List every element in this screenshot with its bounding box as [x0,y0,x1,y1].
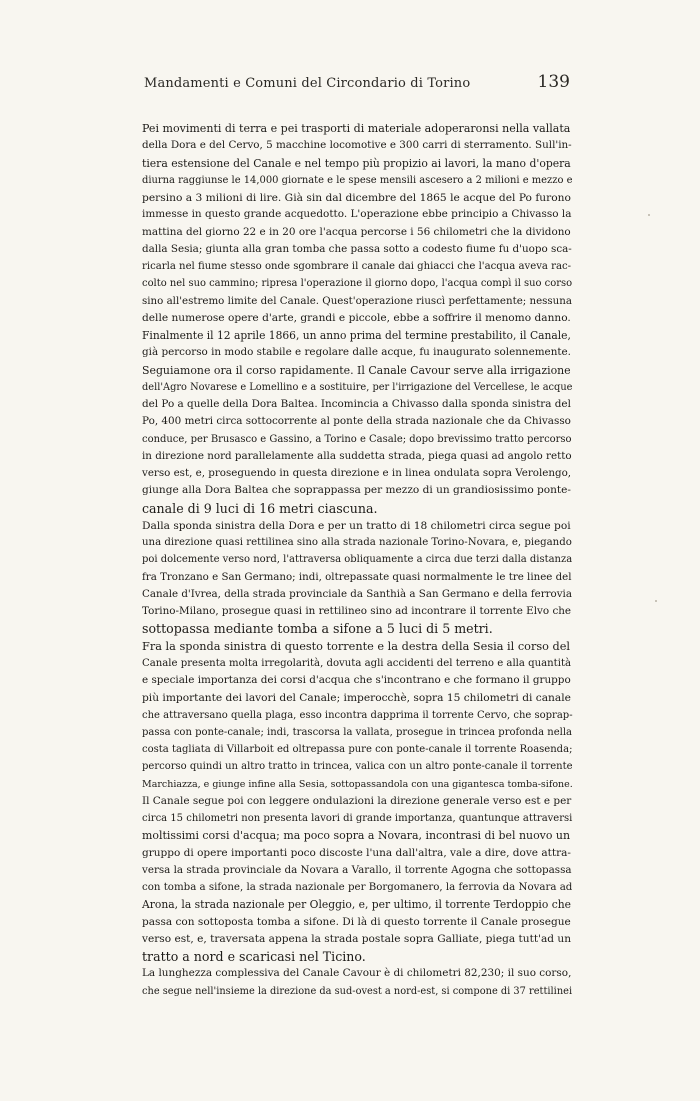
text-line: immesse in questo grande acquedotto. L'operazione ebbe principio a Chivasso la [142,208,572,221]
text-line: Po, 400 metri circa sottocorrente al ponte della strada nazionale che da Chivasso [142,415,571,428]
text-line: passa con ponte-canale; indi, trascorsa la vallata, prosegue in trincea profonda nella [142,726,573,738]
text-line: poi dolcemente verso nord, l'attraversa obliquamente a circa due terzi dalla distanza [142,554,573,566]
text-line: con tomba a sifone, la strada nazionale per Borgomanero, la ferrovia da Novara ad [142,882,573,893]
running-head [118,72,570,96]
text-line: Canale d'Ivrea, della strada provinciale da Santhià a San Germano e della ferrovia [142,587,572,600]
text-line: una direzione quasi rettilinea sino alla strada nazionale Torino-Novara, e, piegando [142,537,572,548]
text-line: colto nel suo cammino; ripresa l'operazione il giorno dopo, l'acqua compì il suo corso [142,278,573,290]
text-line: del Po a quelle della Dora Baltea. Incomincia a Chivasso dalla sponda sinistra del [142,398,571,410]
text-line: canale di 9 luci di 16 metri ciascuna. [142,500,378,516]
text-line: della Dora e del Cervo, 5 macchine locomotive e 300 carri di sterramento. Sull'in- [142,139,572,152]
text-line: già percorso in modo stabile e regolare dalle acque, fu inaugurato solennemente. [142,346,571,359]
text-line: costa tagliata di Villarboit ed oltrepassa pure con ponte-canale il torrente Roasenda; [142,744,573,755]
paragraph [120,120,573,327]
text-line: percorso quindi un altro tratto in trincea, valica con un altro ponte-canale il torrente [142,761,573,773]
text-line: dalla Sesia; giunta alla gran tomba che passa sotto a codesto fiume fu d'uopo sca- [142,242,572,255]
text-line: Torino-Milano, prosegue quasi in rettilineo sino ad incontrare il torrente Elvo che [142,605,572,617]
text-line: Arona, la strada nazionale per Oleggio, e, per ultimo, il torrente Terdoppio che [142,898,571,912]
text-line: tiera estensione del Canale e nel tempo più propizio ai lavori, la mano d'opera [142,156,571,170]
text-line: Il Canale segue poi con leggere ondulazioni la direzione generale verso est e per [142,794,572,807]
text-line: ricarla nel fiume stesso onde sgombrare il canale dai ghiacci che l'acqua aveva rac- [142,261,572,272]
text-line: versa la strada provinciale da Novara a Varallo, il torrente Agogna che sottopassa [142,863,572,876]
text-line: sottopassa mediante tomba a sifone a 5 luci di 5 metri. [142,621,493,637]
paragraph [120,362,573,517]
text-line: e speciale importanza dei corsi d'acqua che s'incontrano e che formano il gruppo [142,674,571,686]
text-line: delle numerose opere d'arte, grandi e piccole, ebbe a soffrire il menomo danno. [142,311,571,324]
text-line: in direzione nord parallelamente alla suddetta strada, piega quasi ad angolo retto [142,449,572,462]
text-line: Finalmente il 12 aprile 1866, un anno prima del termine prestabilito, il Canale, [142,329,571,342]
text-line: Seguiamone ora il corso rapidamente. Il Canale Cavour serve alla irrigazione [142,363,571,377]
text-line: dell'Agro Novarese e Lomellino e a sostituire, per l'irrigazione del Vercellese, le acque [142,381,573,393]
text-line: moltissimi corsi d'acqua; ma poco sopra a Novara, incontrasi di bel nuovo un [142,829,570,843]
paragraph [120,965,573,1000]
paper-speck [648,214,650,216]
text-line: conduce, per Brusasco e Gassino, a Torino e Casale; dopo brevissimo tratto percorso [142,433,572,445]
text-line: passa con sottoposta tomba a sifone. Di là di questo torrente il Canale prosegue [142,915,571,928]
text-line: che attraversano quella plaga, esso incontra dapprima il torrente Cervo, che soprap- [142,709,573,721]
text-line: fra Tronzano e San Germano; indi, oltrepassate quasi normalmente le tre linee del [142,570,572,583]
text-line: mattina del giorno 22 e in 20 ore l'acqua percorse i 56 chilometri che la dividono [142,225,571,238]
text-line: più importante dei lavori del Canale; imperocchè, sopra 15 chilometri di canale [142,691,571,705]
text-line: La lunghezza complessiva del Canale Cavour è di chilometri 82,230; il suo corso, [142,967,572,980]
text-line: verso est, e, proseguendo in questa direzione e in linea ondulata sopra Verolengo, [142,467,572,479]
text-line: diurna raggiunse le 14,000 giornate e le spese mensili ascesero a 2 milioni e mezzo e [142,174,573,186]
text-line: verso est, e, traversata appena la strada postale sopra Galliate, piega tutt'ad un [142,932,572,945]
paper-speck [655,600,657,602]
paragraph [120,638,573,793]
text-line: sino all'estremo limite del Canale. Quest'operazione riuscì perfettamente; nessuna [142,294,572,307]
page-number: 139 [537,72,570,92]
running-title: Mandamenti e Comuni del Circondario di Torino [144,76,471,91]
paragraph [120,793,573,966]
text-line: giunge alla Dora Baltea che soprappassa per mezzo di un grandiosissimo ponte- [142,484,571,497]
text-line: persino a 3 milioni di lire. Già sin dal dicembre del 1865 le acque del Po furono [142,191,571,204]
text-line: Canale presenta molta irregolarità, dovuta agli accidenti del terreno e alla quantità [142,657,572,669]
text-line: Fra la sponda sinistra di questo torrente e la destra della Sesia il corso del [142,639,570,653]
text-line: tratto a nord e scaricasi nel Ticino. [142,949,366,964]
text-line: gruppo di opere importanti poco discoste l'una dall'altra, vale a dire, dove attra- [142,846,571,859]
text-line: Dalla sponda sinistra della Dora e per un tratto di 18 chilometri circa segue poi [142,518,571,532]
text-line: Pei movimenti di terra e pei trasporti di materiale adoperaronsi nella vallata [142,122,571,135]
text-line: che segue nell'insieme la direzione da sud-ovest a nord-est, si compone di 37 rettilinei [142,985,573,997]
body-text [120,120,573,1000]
text-line: circa 15 chilometri non presenta lavori di grande importanza, quantunque attraversi [142,813,573,824]
paragraph [120,517,573,638]
paragraph [120,327,570,362]
text-line: Marchiazza, e giunge infine alla Sesia, sottopassandola con una gigantesca tomba-sifone. [142,778,573,790]
